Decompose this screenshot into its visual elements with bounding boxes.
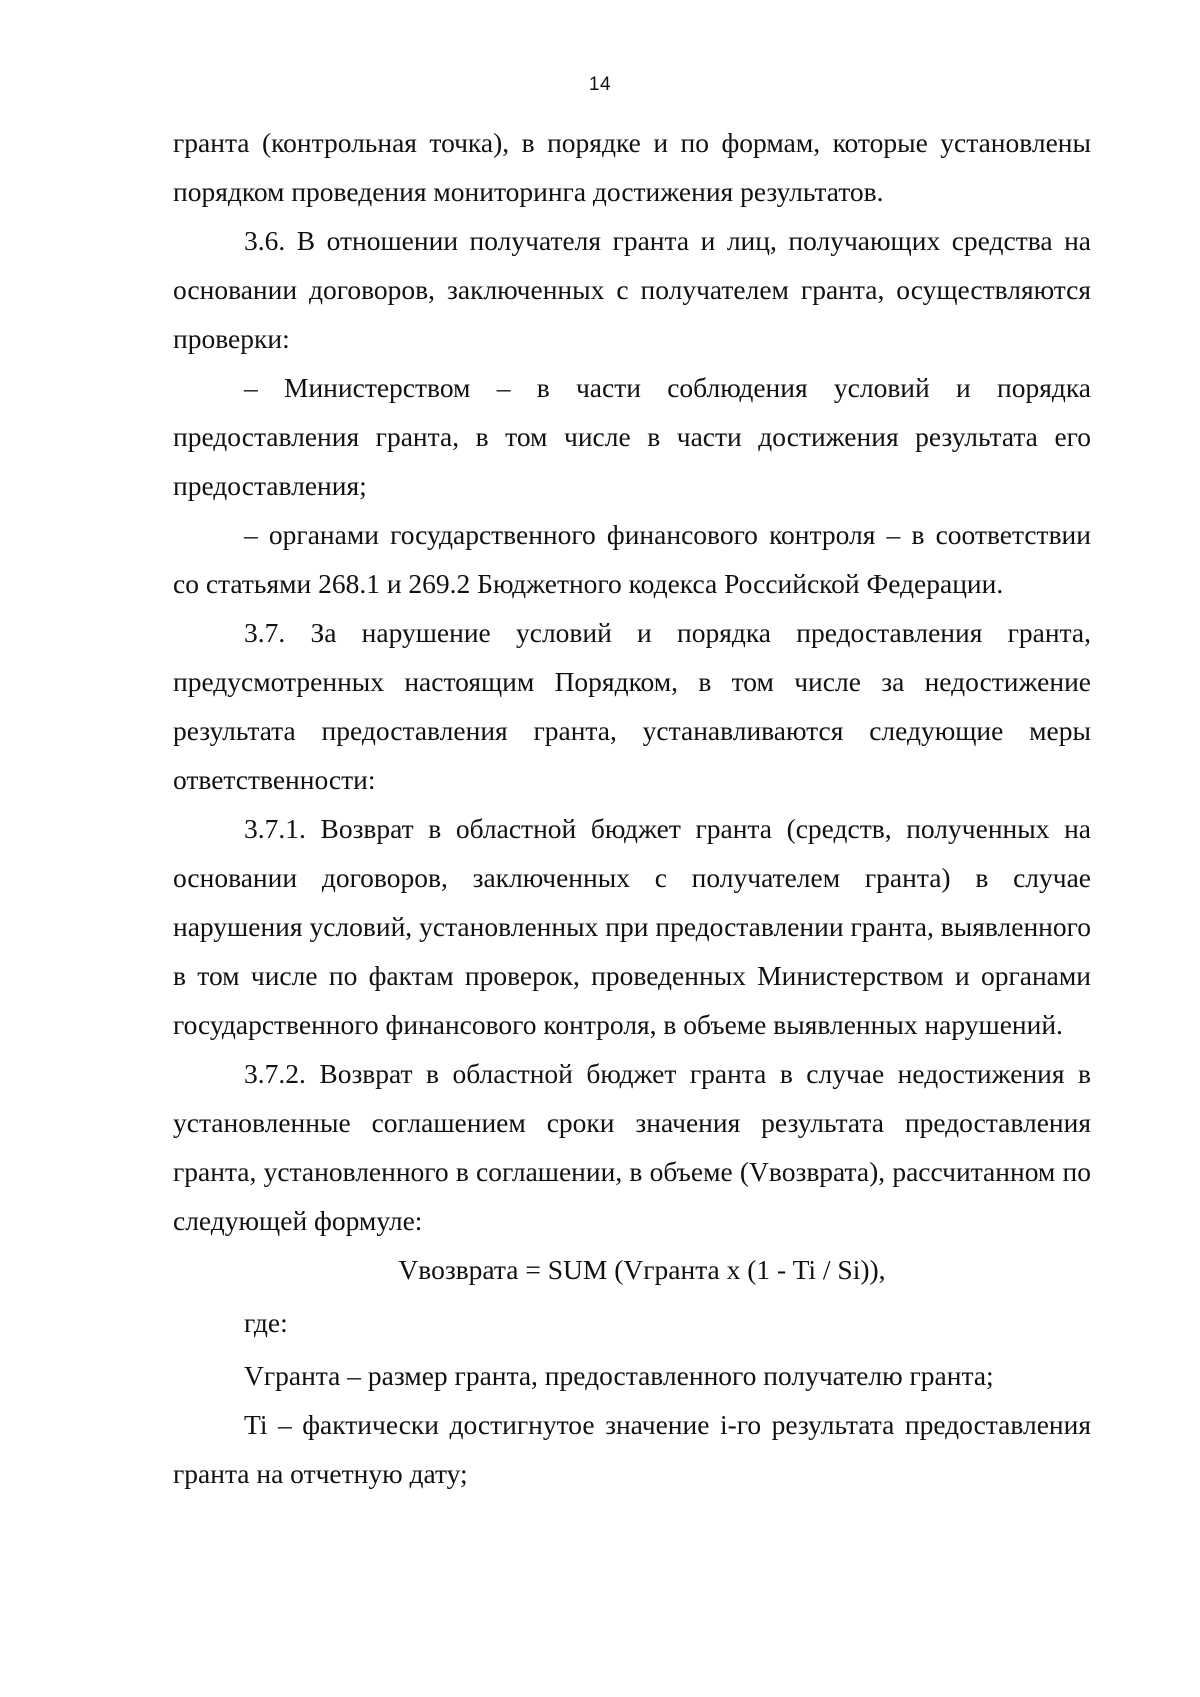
list-item-ministry: – Министерством – в части соблюдения условий и порядка предоставления гранта, в том числе в части достижения результата его предоставления; — [173, 372, 1091, 501]
paragraph-3-7-2: 3.7.2. Возврат в областной бюджет гранта в случае недостижения в установленные соглашением сроки значения результата предоставления гранта, установленного в соглашении, в объеме (Vвозврата), рассчитанном по следующей формуле: — [173, 1058, 1091, 1236]
refund-formula: Vвозврата = SUM (Vгранта x (1 - Ti / Si)), — [398, 1254, 886, 1285]
paragraph-3-7: 3.7. За нарушение условий и порядка предоставления гранта, предусмотренных настоящим Порядком, в том числе за недостижение результата предоставления гранта, устанавливаются следующие меры ответственности: — [173, 617, 1091, 795]
document-body — [173, 118, 1091, 1498]
paragraph-3-6: 3.6. В отношении получателя гранта и лиц, получающих средства на основании договоров, заключенных с получателем гранта, осуществляются проверки: — [173, 225, 1091, 354]
definition-ti: Ti – фактически достигнутое значение i-го результата предоставления гранта на отчетную дату; — [173, 1409, 1091, 1489]
page-number: 14 — [588, 74, 612, 95]
where-label: где: — [244, 1307, 288, 1338]
list-item-control-bodies: – органами государственного финансового контроля – в соответствии со статьями 268.1 и 269.2 Бюджетного кодекса Российской Федерации. — [173, 519, 1091, 599]
paragraph-3-7-1: 3.7.1. Возврат в областной бюджет гранта (средств, полученных на основании договоров, заключенных с получателем гранта) в случае нарушения условий, установленных при предоставлении гранта, выявленного в том числе по фактам проверок, проведенных Министерством и органами государственного финансового контроля, в объеме выявленных нарушений. — [173, 813, 1091, 1040]
definition-v-granta: Vгранта – размер гранта, предоставленного получателю гранта; — [244, 1360, 994, 1391]
paragraph-continuation: гранта (контрольная точка), в порядке и по формам, которые установлены порядком проведения мониторинга достижения результатов. — [173, 127, 1091, 207]
